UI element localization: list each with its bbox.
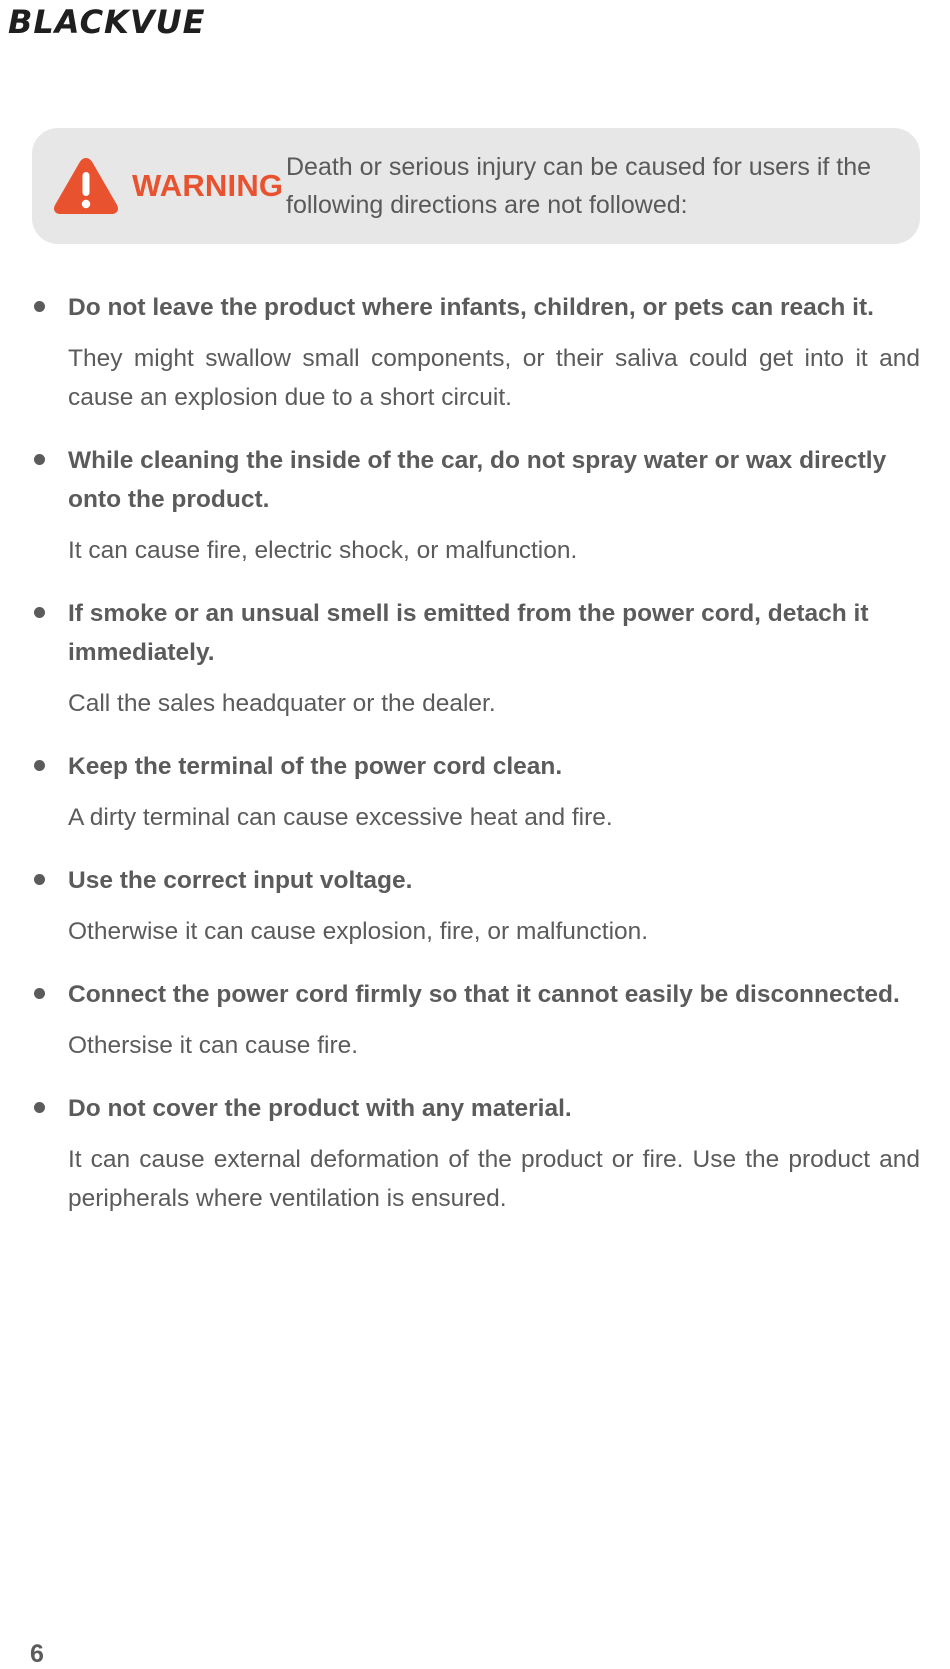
bullet-icon <box>34 760 45 771</box>
item-description: They might swallow small components, or their saliva could get into it and cause an explosion due to a short circuit. <box>68 345 920 411</box>
item-title: Do not cover the product with any material. <box>68 1095 572 1122</box>
bullet-icon <box>34 874 45 885</box>
warning-text: Death or serious injury can be caused for users if the following directions are not followed: <box>286 153 872 219</box>
item-title: If smoke or an unsual smell is emitted from the power cord, detach it immediately. <box>68 600 869 666</box>
item-description: It can cause fire, electric shock, or malfunction. <box>68 537 578 564</box>
warning-label: WARNING <box>132 168 284 203</box>
bullet-icon <box>34 988 45 999</box>
item-title: Do not leave the product where infants, children, or pets can reach it. <box>68 294 874 321</box>
item-title: While cleaning the inside of the car, do not spray water or wax directly onto the product. <box>68 447 887 513</box>
list-item <box>0 594 950 723</box>
item-description: Call the sales headquater or the dealer. <box>68 690 496 717</box>
item-description: Othersise it can cause fire. <box>68 1032 359 1059</box>
list-item <box>0 288 950 417</box>
bullet-icon <box>34 607 45 618</box>
bullet-icon <box>34 454 45 465</box>
brand-logo: BLACKVUE <box>8 3 206 41</box>
item-description: Otherwise it can cause explosion, fire, or malfunction. <box>68 918 649 945</box>
item-title: Connect the power cord firmly so that it cannot easily be disconnected. <box>68 981 900 1008</box>
warning-list <box>0 288 950 1242</box>
bullet-icon <box>34 1102 45 1113</box>
list-item <box>0 1089 950 1218</box>
bullet-icon <box>34 301 45 312</box>
list-item <box>0 747 950 837</box>
item-description: It can cause external deformation of the product or fire. Use the product and peripherals where ventilation is ensured. <box>68 1146 920 1212</box>
list-item <box>0 861 950 951</box>
page-number: 6 <box>30 1640 44 1668</box>
warning-box <box>32 128 920 244</box>
item-title: Use the correct input voltage. <box>68 867 413 894</box>
list-item <box>0 441 950 570</box>
item-description: A dirty terminal can cause excessive heat and fire. <box>68 804 613 831</box>
item-title: Keep the terminal of the power cord clean. <box>68 753 563 780</box>
warning-triangle-icon <box>52 155 120 217</box>
list-item <box>0 975 950 1065</box>
